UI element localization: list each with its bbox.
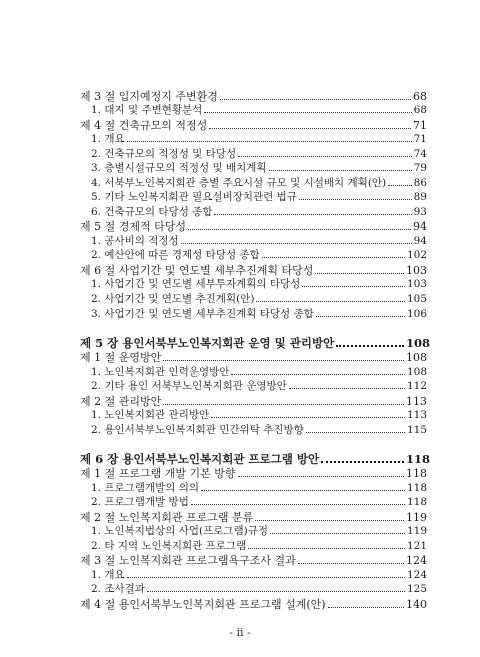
toc-entry-page: 112 xyxy=(406,380,427,392)
dot-leader xyxy=(302,286,405,287)
dot-leader xyxy=(256,301,405,302)
dot-leader xyxy=(298,563,404,564)
toc-subsection-row xyxy=(91,146,427,161)
toc-entry-page: 94 xyxy=(413,235,427,247)
toc-entry-label: 1. 사업기간 및 연도별 세부투자계획의 타당성 xyxy=(91,278,301,290)
toc-entry-page: 103 xyxy=(406,264,427,277)
dot-leader xyxy=(248,548,405,549)
toc-entry-page: 108 xyxy=(405,336,430,350)
toc-subsection-row xyxy=(91,233,427,248)
toc-entry-label: 2. 용인서북부노인복지회관 민간위탁 추진방향 xyxy=(91,424,304,436)
toc-subsection-row xyxy=(91,523,427,538)
toc-entry-label: 제 4 절 용인서북부노인복지회관 프로그램 설계(안) xyxy=(80,598,326,611)
toc-entry-label: 2. 타 지역 노인복지회관 프로그램 xyxy=(91,540,247,552)
toc-entry-page: 93 xyxy=(413,206,427,218)
toc-entry-page: 68 xyxy=(413,90,427,103)
toc-subsection-row xyxy=(91,378,427,393)
toc-entry-page: 71 xyxy=(413,119,427,132)
toc-entry-page: 68 xyxy=(413,104,427,116)
dot-leader xyxy=(255,520,404,521)
toc-subsection-row xyxy=(91,175,427,190)
dot-leader xyxy=(306,432,405,433)
dot-leader xyxy=(163,360,404,361)
toc-subsection-row xyxy=(91,480,427,495)
toc-entry-label: 1. 개요 xyxy=(91,569,125,581)
toc-entry-label: 제 3 절 입지예정지 주변환경 xyxy=(80,90,218,103)
dot-leader xyxy=(231,374,405,375)
toc-entry-page: 106 xyxy=(406,308,427,320)
toc-entry-label: 6. 건축규모의 타당성 종합 xyxy=(91,206,213,218)
toc-entry-page: 115 xyxy=(406,424,427,436)
dot-leader xyxy=(299,199,412,200)
toc-entry-page: 89 xyxy=(413,191,427,203)
dot-leader xyxy=(188,229,411,230)
toc-entry-label: 1. 노인복지회관 관리방안 xyxy=(91,409,210,421)
toc-entry-label: 3. 층별시설규모의 적정성 및 배치계획 xyxy=(91,162,267,174)
toc-entry-label: 1. 노인복지법상의 사업(프로그램)규정 xyxy=(91,525,269,537)
dot-leader xyxy=(204,112,411,113)
toc-entry-label: 제 5 장 용인서북부노인복지회관 운영 및 관리방안 xyxy=(80,336,335,350)
toc-entry-label: 2. 기타 용인 서북부노인복지회관 운영방안 xyxy=(91,380,287,392)
toc-entry-page: 119 xyxy=(406,525,427,537)
dot-leader xyxy=(289,388,405,389)
toc-subsection-row xyxy=(91,567,427,582)
toc-entry-label: 1. 프로그램개발의 의의 xyxy=(91,482,199,494)
toc-entry-label: 제 4 절 건축규모의 적정성 xyxy=(80,119,208,132)
toc-entry-page: 102 xyxy=(406,249,427,261)
dot-leader xyxy=(321,461,404,463)
toc-entry-page: 118 xyxy=(405,452,430,466)
dot-leader xyxy=(270,533,405,534)
toc-entry-page: 118 xyxy=(406,496,427,508)
toc-subsection-row xyxy=(91,160,427,175)
dot-leader xyxy=(181,243,412,244)
toc-section-row xyxy=(80,465,427,481)
toc-entry-page: 124 xyxy=(406,569,427,581)
toc-subsection-row xyxy=(91,494,427,509)
dot-leader xyxy=(147,591,405,592)
dot-leader xyxy=(388,185,411,186)
toc-entry-page: 124 xyxy=(406,554,427,567)
toc-entry-page: 113 xyxy=(406,409,427,421)
toc-entry-page: 140 xyxy=(406,598,427,611)
toc-subsection-row xyxy=(91,538,427,553)
toc-subsection-row xyxy=(91,204,427,219)
dot-leader xyxy=(238,476,405,477)
dot-leader xyxy=(315,273,404,274)
dot-leader xyxy=(220,99,411,100)
dot-leader xyxy=(269,170,412,171)
dot-leader xyxy=(214,214,411,215)
toc-entry-page: 108 xyxy=(406,351,427,364)
toc-entry-label: 1. 노인복지회관 인력운영방안 xyxy=(91,366,230,378)
toc-entry-label: 2. 예산안에 따른 경제성 타당성 종합 xyxy=(91,249,260,261)
toc-entry-page: 108 xyxy=(406,366,427,378)
toc-section-row xyxy=(80,218,427,234)
toc-subsection-row xyxy=(91,422,427,437)
toc-entry-page: 118 xyxy=(406,482,427,494)
toc-entry-label: 제 2 절 노인복지회관 프로그램 분류 xyxy=(80,511,254,524)
toc-entry-label: 3. 사업기간 및 연도별 세부추진계획 타당성 종합 xyxy=(91,308,314,320)
dot-leader xyxy=(127,577,405,578)
toc-subsection-row xyxy=(91,247,427,262)
toc-entry-label: 2. 조사결과 xyxy=(91,583,145,595)
toc-entry-page: 71 xyxy=(413,133,427,145)
toc-entry-page: 105 xyxy=(406,293,427,305)
toc-entry-label: 2. 프로그램개발 방법 xyxy=(91,496,189,508)
toc-entry-label: 1. 대지 및 주변현황분석 xyxy=(91,104,203,116)
toc-entry-page: 103 xyxy=(406,278,427,290)
toc-entry-page: 113 xyxy=(406,395,427,408)
dot-leader xyxy=(211,417,405,418)
toc-subsection-row xyxy=(91,276,427,291)
dot-leader xyxy=(127,141,412,142)
toc-entry-label: 제 2 절 관리방안 xyxy=(80,395,162,408)
toc-subsection-row xyxy=(91,189,427,204)
dot-leader xyxy=(328,607,404,608)
toc-entry-label: 1. 개요 xyxy=(91,133,125,145)
toc-subsection-row xyxy=(91,102,427,117)
dot-leader xyxy=(336,345,404,347)
toc-section-row xyxy=(80,596,427,612)
dot-leader xyxy=(316,316,405,317)
toc-entry-page: 121 xyxy=(406,540,427,552)
toc-entry-label: 제 3 절 노인복지회관 프로그램욕구조사 결과 xyxy=(80,554,296,567)
toc-subsection-row xyxy=(91,581,427,596)
toc-entry-label: 제 5 절 경제적 타당성 xyxy=(80,220,186,233)
toc-entry-label: 2. 사업기간 및 연도별 추진계획(안) xyxy=(91,293,255,305)
toc-section-row xyxy=(80,552,427,568)
toc-subsection-row xyxy=(91,306,427,321)
dot-leader xyxy=(262,257,405,258)
toc-subsection-row xyxy=(91,407,427,422)
toc-entry-label: 2. 건축규모의 적정성 및 타당성 xyxy=(91,148,237,160)
toc-entry-page: 94 xyxy=(413,220,427,233)
toc-entry-page: 119 xyxy=(406,511,427,524)
toc-subsection-row xyxy=(91,291,427,306)
toc-entry-label: 제 1 절 운영방안 xyxy=(80,351,162,364)
toc-entry-page: 74 xyxy=(413,148,427,160)
toc-entry-label: 제 6 장 용인서북부노인복지회관 프로그램 방안 xyxy=(80,452,320,466)
toc-entry-page: 125 xyxy=(406,583,427,595)
dot-leader xyxy=(209,128,411,129)
toc-section-row xyxy=(80,349,427,365)
dot-leader xyxy=(201,490,405,491)
toc-entry-label: 제 6 절 사업기간 및 연도별 세부추진계획 타당성 xyxy=(80,264,314,277)
page-number-footer: - ii - xyxy=(229,626,251,639)
toc-subsection-row xyxy=(91,364,427,379)
toc-entry-label: 1. 공사비의 적정성 xyxy=(91,235,179,247)
toc-subsection-row xyxy=(91,131,427,146)
toc-entry-label: 제 1 절 프로그램 개발 기본 방향 xyxy=(80,467,236,480)
dot-leader xyxy=(191,504,405,505)
dot-leader xyxy=(163,404,404,405)
toc-entry-label: 4. 서북부노인복지회관 층별 주요시설 규모 및 시설배치 계획(안) xyxy=(91,177,387,189)
toc-entry-page: 86 xyxy=(413,177,427,189)
toc-entry-page: 79 xyxy=(413,162,427,174)
toc-entry-label: 5. 기타 노인복지회관 필요설비장치관련 법규 xyxy=(91,191,297,203)
toc-entry-page: 118 xyxy=(406,467,427,480)
dot-leader xyxy=(238,156,412,157)
